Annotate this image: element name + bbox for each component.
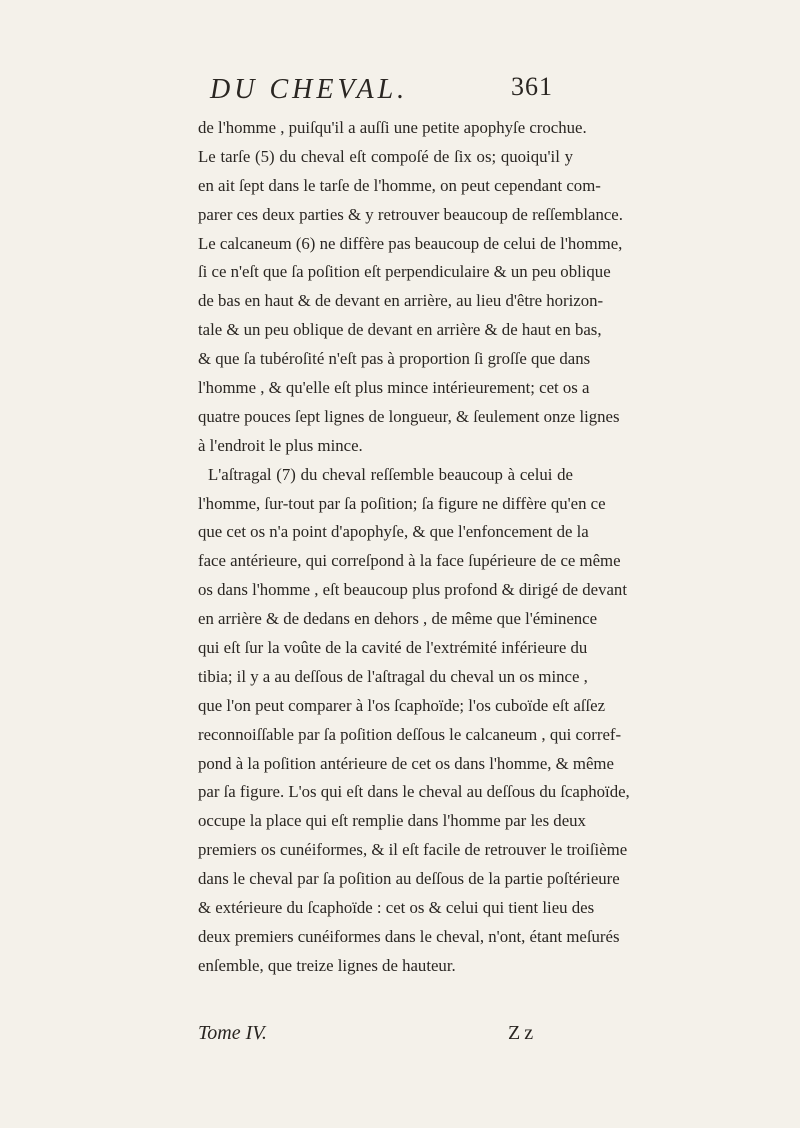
text-line: en ait ſept dans le tarſe de l'homme, on peut cependant com- [198,175,601,195]
text-line: l'homme, ſur-tout par ſa poſition; ſa figure ne diffère qu'en ce [198,493,606,513]
text-line: & que ſa tubéroſité n'eſt pas à proportion ſi groſſe que dans [198,349,591,369]
text-line: os dans l'homme , eſt beaucoup plus profond & dirigé de devant [198,580,627,600]
text-line: parer ces deux parties & y retrouver beaucoup de reſſemblance. [198,204,623,224]
text-line: reconnoiſſable par ſa poſition deſſous le calcaneum , qui corref- [198,724,622,744]
text-line: tale & un peu oblique de devant en arrière & de haut en bas, [198,320,602,340]
text-line: occupe la place qui eſt remplie dans l'homme par les deux [198,811,586,831]
text-line: pond à la poſition antérieure de cet os dans l'homme, & même [198,753,614,773]
running-title: DU CHEVAL. [210,74,409,105]
text-line: tibia; il y a au deſſous de l'aſtragal du cheval un os mince , [198,666,588,686]
text-line: que cet os n'a point d'apophyſe, & que l'enfoncement de la [198,522,589,542]
text-line: que l'on peut comparer à l'os ſcaphoïde; l'os cuboïde eſt aſſez [198,695,606,715]
text-line: ſi ce n'eſt que ſa poſition eſt perpendiculaire & un peu oblique [198,262,611,282]
text-line: de bas en haut & de devant en arrière, au lieu d'être horizon- [198,291,604,311]
text-line: face antérieure, qui correſpond à la face ſupérieure de ce même [198,551,621,571]
text-line: de l'homme , puiſqu'il a auſſi une petite apophyſe crochue. [198,118,587,137]
text-line: à l'endroit le plus mince. [198,435,363,455]
text-line: Le tarſe (5) du cheval eſt compoſé de ſix os; quoiqu'il y [198,146,573,166]
volume-label: Tome IV. [198,1022,267,1044]
text-line: l'homme , & qu'elle eſt plus mince intérieurement; cet os a [198,378,590,398]
text-line: & extérieure du ſcaphoïde : cet os & celui qui tient lieu des [198,898,595,918]
running-header [210,70,553,106]
page-number: 361 [511,72,553,101]
text-line: dans le cheval par ſa poſition au deſſous de la partie poſtérieure [198,869,620,889]
text-line: L'aſtragal (7) du cheval reſſemble beaucoup à celui de [208,464,573,484]
text-block [198,114,630,981]
text-line: en arrière & de dedans en dehors , de même que l'éminence [198,609,598,629]
text-line: deux premiers cunéiformes dans le cheval, n'ont, étant meſurés [198,926,620,946]
text-line: qui eſt ſur la voûte de la cavité de l'extrémité inférieure du [198,638,588,658]
text-line: premiers os cunéiformes, & il eſt facile de retrouver le troiſième [198,840,628,860]
text-line: enſemble, que treize lignes de hauteur. [198,955,456,975]
signature-mark: Zz [508,1022,538,1044]
page-footer [198,1022,573,1052]
text-line: par ſa figure. L'os qui eſt dans le cheval au deſſous du ſcaphoïde, [198,782,630,802]
text-line: Le calcaneum (6) ne diffère pas beaucoup de celui de l'homme, [198,233,623,253]
text-line: quatre pouces ſept lignes de longueur, & ſeulement onze lignes [198,406,620,426]
